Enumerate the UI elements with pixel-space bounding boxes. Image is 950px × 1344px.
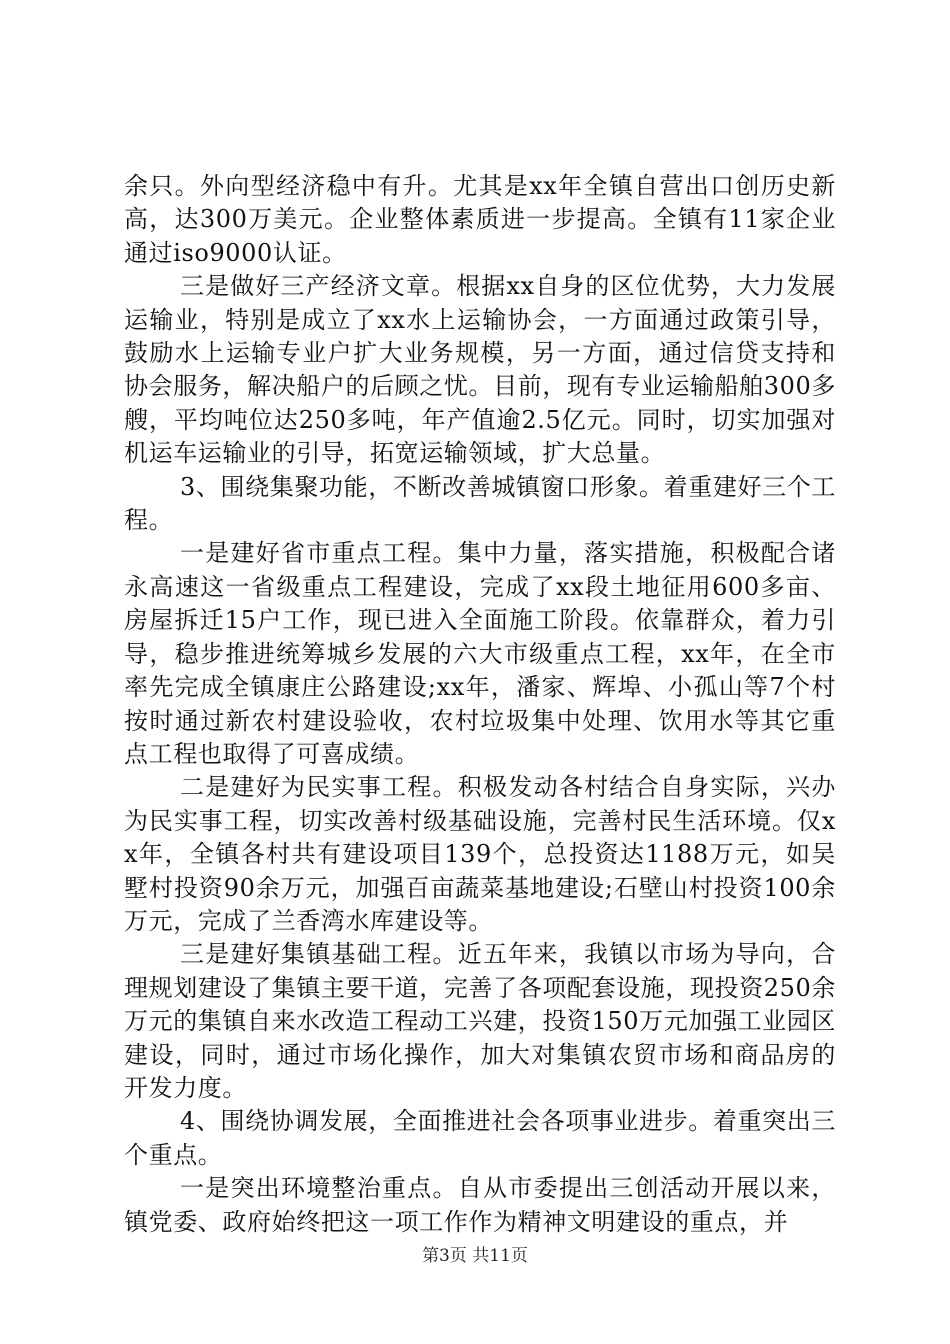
paragraph-continuation: 余只。外向型经济稳中有升。尤其是xx年全镇自营出口创历史新高，达300万美元。企业整体素质进一步提高。全镇有11家企业通过iso9000认证。 bbox=[124, 172, 836, 267]
document-body bbox=[124, 170, 836, 1239]
paragraph-town-infrastructure: 三是建好集镇基础工程。近五年来，我镇以市场为导向，合理规划建设了集镇主要干道，完善了各项配套设施，现投资250余万元的集镇自来水改造工程动工兴建，投资150万元加强工业园区建设，同时，通过市场化操作，加大对集镇农贸市场和商品房的开发力度。 bbox=[124, 940, 836, 1102]
paragraph-environment: 一是突出环境整治重点。自从市委提出三创活动开展以来，镇党委、政府始终把这一项工作作为精神文明建设的重点，并 bbox=[124, 1174, 836, 1236]
section-heading-3: 3、围绕集聚功能，不断改善城镇窗口形象。着重建好三个工程。 bbox=[124, 472, 836, 535]
section-heading-4: 4、围绕协调发展，全面推进社会各项事业进步。着重突出三个重点。 bbox=[124, 1107, 836, 1169]
paragraph-key-projects: 一是建好省市重点工程。集中力量，落实措施，积极配合诸永高速这一省级重点工程建设，完成了xx段土地征用600多亩、房屋拆迁15户工作，现已进入全面施工阶段。依靠群众，着力引导，稳步推进统筹城乡发展的六大市级重点工程，xx年，在全市率先完成全镇康庄公路建设;xx年，潘家、辉埠、小孤山等7个村按时通过新农村建设验收，农村垃圾集中处理、饮用水等其它重点工程也取得了可喜成绩。 bbox=[124, 539, 836, 768]
paragraph-public-projects: 二是建好为民实事工程。积极发动各村结合自身实际，兴办为民实事工程，切实改善村级基础设施，完善村民生活环境。仅xx年，全镇各村共有建设项目139个，总投资达1188万元，如吴墅村投资90余万元，加强百亩蔬菜基地建设;石壁山村投资100余万元，完成了兰香湾水库建设等。 bbox=[124, 773, 836, 935]
page-number-label: 第3页 共11页 bbox=[422, 1246, 528, 1266]
page-footer bbox=[0, 1241, 950, 1266]
paragraph-tertiary-industry: 三是做好三产经济文章。根据xx自身的区位优势，大力发展运输业，特别是成立了xx水上运输协会，一方面通过政策引导，鼓励水上运输专业户扩大业务规模，另一方面，通过信贷支持和协会服务，解决船户的后顾之忧。目前，现有专业运输船舶300多艘，平均吨位达250多吨，年产值逾2.5亿元。同时，切实加强对机运车运输业的引导，拓宽运输领域，扩大总量。 bbox=[124, 272, 836, 468]
